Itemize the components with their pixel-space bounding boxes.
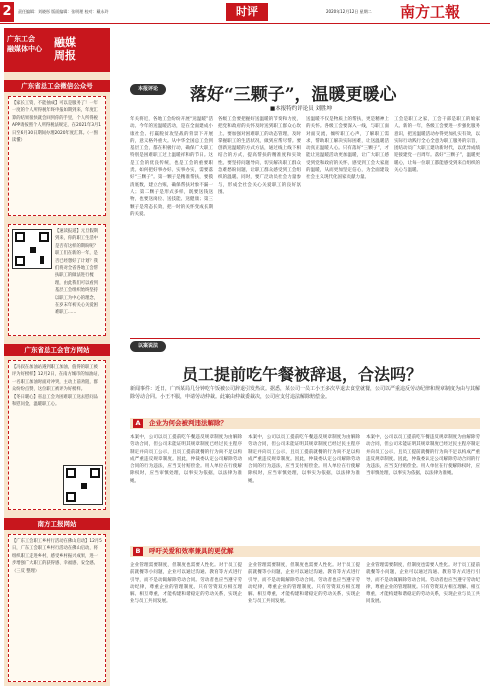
- subhead-b-title: 呼吁关爱和效率兼具的更优解: [149, 547, 234, 555]
- article-1-byline: ■本报特约评论员 刘胜坤: [270, 106, 332, 112]
- subhead-a: [130, 418, 480, 429]
- qr-code-icon: [12, 229, 52, 269]
- subhead-a-marker: A: [133, 419, 143, 428]
- sidebar-brand: [4, 28, 110, 72]
- subhead-b-marker: B: [133, 547, 143, 556]
- news-site-item: [8, 534, 106, 682]
- article-2-section-a-col-2: 本案中，公司以员工提前吃午餐违反规章制度为由解除劳动合同，但公司未能证明其规章制度已经过民主程序制定并向员工公示，且员工提前就餐的行为尚不足以构成严重违反规章制度。因此，仲裁委认定公司解除劳动合同的行为违法，应当支付赔偿金。用人单位在行使解除权时，应当审慎处理，以事实为依据，以法律为准绳。: [248, 435, 360, 484]
- article-divider: [130, 338, 480, 339]
- section-label: 时评: [226, 3, 268, 21]
- law-case-badge: 以案说法: [130, 341, 166, 352]
- article-1-column-2: 各级工会要把握好送温暖的节奏和力度，把党和政府的关怀及时送到职工群众心坎上。要加强对困难职工的动态管理，及时掌握职工的生活状况，做到应帮尽帮。要创新送温暖的方式方法，通过线上线下相结合的方式，提高帮扶的精准度和实效性。要坚持问题导向，切实解决职工群众急难愁盼问题，让职工群众感受到工会组织的温暖。同时，要广泛动员社会力量参与，形成全社会关心关爱职工的良好氛围。: [218, 117, 301, 195]
- wechat-item-2-text: 【速读报道】元旦假期到来，你的职工生活中是否有这样的期盼呢？职工们在新的一年，是否已经想好了计划？我们将对全省各地工会帮扶职工的做法进行梳理，由此我们可以看到基层工会组织始终坚持以职工为中心的理念，在岁末年初关心关爱困难职工……: [55, 229, 98, 316]
- article-1-column-4: 工会是职工之家，工会干部是职工的娘家人。新的一年，各级工会要进一步强化服务意识，把送温暖活动办得更加扎实有效，以实际行动践行全心全意为职工服务的宗旨，团结动员广大职工建功新时代，以优异成绩迎接建党一百周年。落好“三颗子”，温暖更暖心，让每一位职工都能感受到来自组织的关心与温暖。: [394, 117, 480, 174]
- article-2-lead: 新闻事件：近日，广西某局几分钟吃午饭被公司辞退引发热议。据悉，某公司一员工小王多次早退去食堂就餐，公司以严重违反劳动纪律和规章制度为由与其解除劳动合同。小王不服，申请劳动仲裁。此案由仲裁委裁决，公司应支付违法解除赔偿金。: [130, 386, 481, 401]
- article-1-column-1: 年关将近，各地工会纷纷开展“送温暖”活动。今年的送温暖活动，是在全面建成小康社会、打赢脱贫攻坚战的背景下开展的，意义格外重大。从中华全国总工会到基层工会，都在积极行动，确保广大职工特别是困难职工过上温暖祥和的节日。这是工会的优良传统，也是工会的重要职责。如何把好事办好、实事办实，需要落好“三颗子”。第一颗子是精准帮扶，要摸清底数，建立台账，确保帮扶对象不漏一人；第二颗子是形式多样，既要送钱送物，也要送岗位、送技能、送健康；第三颗子是常态长效，把一时的关怀变成长期的关爱。: [130, 117, 213, 217]
- news-site-item-text: 【广东工会职工乡村行活动在佛山启动】12月5日，广东工会职工乡村行活动在佛山启动，将组织职工走进乡村，感受乡村振兴成果，进一步增强广大职工的获得感、幸福感、安全感。（三反 整理）: [12, 539, 102, 574]
- article-1-title: 落好“三颗子”，温暖更暖心: [190, 85, 397, 105]
- sidebar-brand-title: 融媒 周报: [54, 36, 76, 62]
- wechat-item-1-text: 【家长工资，不能抽成】可以是服务了！一年一度的个人所得税年终申报如期到来，年度汇算的结果很快就会回到你的手里，个人所得税APP请按照个人所得税法规定，在2021年3月1日至6月30日期间办理2020年度汇算。（一图读懂）: [12, 101, 101, 144]
- wechat-item-2: [8, 224, 106, 336]
- article-2-section-b-col-1: 企业管理需要制度，但制度也需要人性化。对于员工提前就餐等小问题，企业可以通过沟通、教育等方式进行引导，而不是动辄解除劳动合同。劳动者也应当遵守劳动纪律，尊重企业的管理制度。只有劳资双方相互理解、相互尊重，才能构建和谐稳定的劳动关系，实现企业与员工共同发展。: [130, 563, 242, 605]
- page-number: 2: [0, 2, 14, 22]
- sidebar-heading-wechat: 广东省总工会微信公众号: [4, 80, 110, 92]
- article-1-column-3: 送温暖不仅是物质上的帮扶，更是精神上的关怀。各级工会要深入一线，与职工面对面交流，倾听职工心声，了解职工需求，帮助职工解决实际困难，让送温暖活动真正温暖人心。只有落好“三颗子”，才能让送温暖活动更加温暖，让广大职工感受到党和政府的关怀，感受到工会大家庭的温暖，从而更加坚定信心，为全面建设社会主义现代化国家贡献力量。: [306, 117, 389, 181]
- wechat-item-1: [8, 96, 106, 216]
- article-2-section-a-col-3: 本案中，公司以员工提前吃午餐违反规章制度为由解除劳动合同，但公司未能证明其规章制度已经过民主程序制定并向员工公示，且员工提前就餐的行为尚不足以构成严重违反规章制度。因此，仲裁委认定公司解除劳动合同的行为违法，应当支付赔偿金。用人单位在行使解除权时，应当审慎处理，以事实为依据，以法律为准绳。: [366, 435, 480, 477]
- article-2-section-a-col-1: 本案中，公司以员工提前吃午餐违反规章制度为由解除劳动合同，但公司未能证明其规章制度已经过民主程序制定并向员工公示，且员工提前就餐的行为尚不足以构成严重违反规章制度。因此，仲裁委认定公司解除劳动合同的行为违法，应当支付赔偿金。用人单位在行使解除权时，应当审慎处理，以事实为依据，以法律为准绳。: [130, 435, 242, 484]
- sidebar-heading-website: 广东省总工会官方网站: [4, 344, 110, 356]
- header-rule: [0, 23, 490, 24]
- website-item: [8, 360, 106, 510]
- qr-code-icon: [63, 465, 103, 505]
- article-2-title: 员工提前吃午餐被辞退，合法吗？: [182, 365, 423, 384]
- editor-credits: 责任编辑：刘晓彤 版面编辑：张明理 校对：戴永玲: [18, 9, 109, 14]
- masthead-logo: 南方工報: [400, 3, 461, 21]
- website-item-text: 【冯叔在加油站遇到职工加油，值得的职工被评为好榜样】12月2日，在南方城市的加油站，一名职工加油时面对冲突，主动上前劝阻，群众纷纷点赞，这位职工被评为好榜样。 【冬日暖心】省总工会为困难职工送去慰问品和慰问金，温暖职工心。: [12, 365, 102, 408]
- article-2-section-b-col-3: 企业管理需要制度，但制度也需要人性化。对于员工提前就餐等小问题，企业可以通过沟通、教育等方式进行引导，而不是动辄解除劳动合同。劳动者也应当遵守劳动纪律，尊重企业的管理制度。只有劳资双方相互理解、相互尊重，才能构建和谐稳定的劳动关系，实现企业与员工共同发展。: [366, 563, 480, 605]
- sidebar-heading-news-site: 南方工报网站: [4, 518, 110, 530]
- commentary-badge: 本报评论: [130, 84, 166, 95]
- subhead-a-title: 企业为何会被判违法解除？: [149, 419, 227, 427]
- issue-date: 2020年12月12日 星期二: [326, 9, 372, 14]
- article-2-section-b-col-2: 企业管理需要制度，但制度也需要人性化。对于员工提前就餐等小问题，企业可以通过沟通、教育等方式进行引导，而不是动辄解除劳动合同。劳动者也应当遵守劳动纪律，尊重企业的管理制度。只有劳资双方相互理解、相互尊重，才能构建和谐稳定的劳动关系，实现企业与员工共同发展。: [248, 563, 360, 605]
- sidebar-brand-name: 广东工会 融媒体中心: [7, 35, 42, 53]
- subhead-b: [130, 546, 480, 557]
